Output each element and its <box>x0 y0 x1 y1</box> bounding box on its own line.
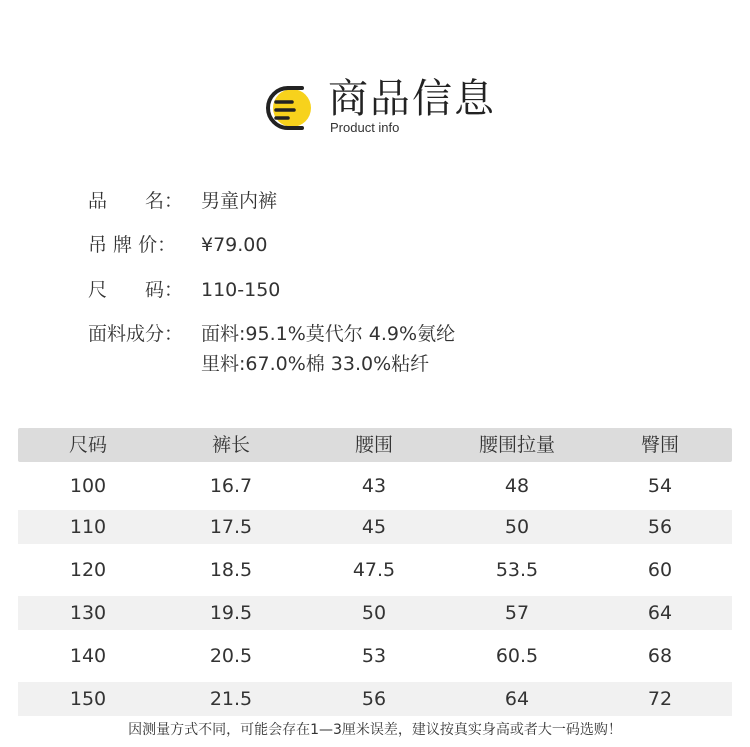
table-cell: 60.5 <box>495 645 539 667</box>
table-row <box>18 682 732 716</box>
info-label: 面料成分： <box>88 323 184 345</box>
table-cell: 53.5 <box>495 559 539 581</box>
table-cell: 110 <box>69 516 107 538</box>
table-cell: 16.7 <box>209 475 253 497</box>
info-label: 吊 牌 价： <box>88 234 177 256</box>
column-header: 尺码 <box>68 434 107 456</box>
table-row <box>18 639 732 673</box>
info-label: 品 名： <box>88 190 184 212</box>
info-value: 里料:67.0%棉 33.0%粘纤 <box>201 353 430 375</box>
table-cell: 56 <box>361 688 387 710</box>
table-row <box>18 553 732 587</box>
document-lines-icon <box>262 84 314 132</box>
table-cell: 50 <box>504 516 530 538</box>
table-cell: 72 <box>647 688 673 710</box>
table-cell: 19.5 <box>209 602 253 624</box>
measurement-note: 因测量方式不同，可能会存在1—3厘米误差，建议按真实身高或者大一码选购！ <box>128 722 622 738</box>
table-cell: 47.5 <box>352 559 396 581</box>
table-cell: 150 <box>69 688 107 710</box>
table-cell: 56 <box>647 516 673 538</box>
table-cell: 57 <box>504 602 530 624</box>
table-cell: 45 <box>361 516 387 538</box>
table-cell: 17.5 <box>209 516 253 538</box>
table-cell: 130 <box>69 602 107 624</box>
table-cell: 54 <box>647 475 673 497</box>
section-header <box>262 76 522 146</box>
info-value: 面料:95.1%莫代尔 4.9%氨纶 <box>201 323 456 345</box>
table-header <box>18 428 732 462</box>
table-row <box>18 510 732 544</box>
section-subtitle: Product info <box>330 120 400 135</box>
info-value: ¥79.00 <box>201 234 268 256</box>
info-row-name <box>88 186 688 216</box>
table-cell: 48 <box>504 475 530 497</box>
table-cell: 43 <box>361 475 387 497</box>
column-header: 腰围拉量 <box>478 434 555 456</box>
info-value: 110-150 <box>201 279 281 301</box>
table-cell: 50 <box>361 602 387 624</box>
table-cell: 68 <box>647 645 673 667</box>
table-cell: 64 <box>647 602 673 624</box>
table-cell: 18.5 <box>209 559 253 581</box>
table-cell: 100 <box>69 475 107 497</box>
table-cell: 20.5 <box>209 645 253 667</box>
column-header: 腰围 <box>354 434 393 456</box>
info-label: 尺 码： <box>88 279 184 301</box>
table-row <box>18 469 732 503</box>
table-cell: 120 <box>69 559 107 581</box>
table-cell: 21.5 <box>209 688 253 710</box>
table-cell: 60 <box>647 559 673 581</box>
section-title: 商品信息 <box>328 76 496 122</box>
table-cell: 140 <box>69 645 107 667</box>
table-row <box>18 596 732 630</box>
product-info <box>88 186 688 375</box>
column-header: 臀围 <box>640 434 679 456</box>
table-cell: 53 <box>361 645 387 667</box>
table-cell: 64 <box>504 688 530 710</box>
column-header: 裤长 <box>211 434 250 456</box>
info-value: 男童内裤 <box>201 190 278 212</box>
